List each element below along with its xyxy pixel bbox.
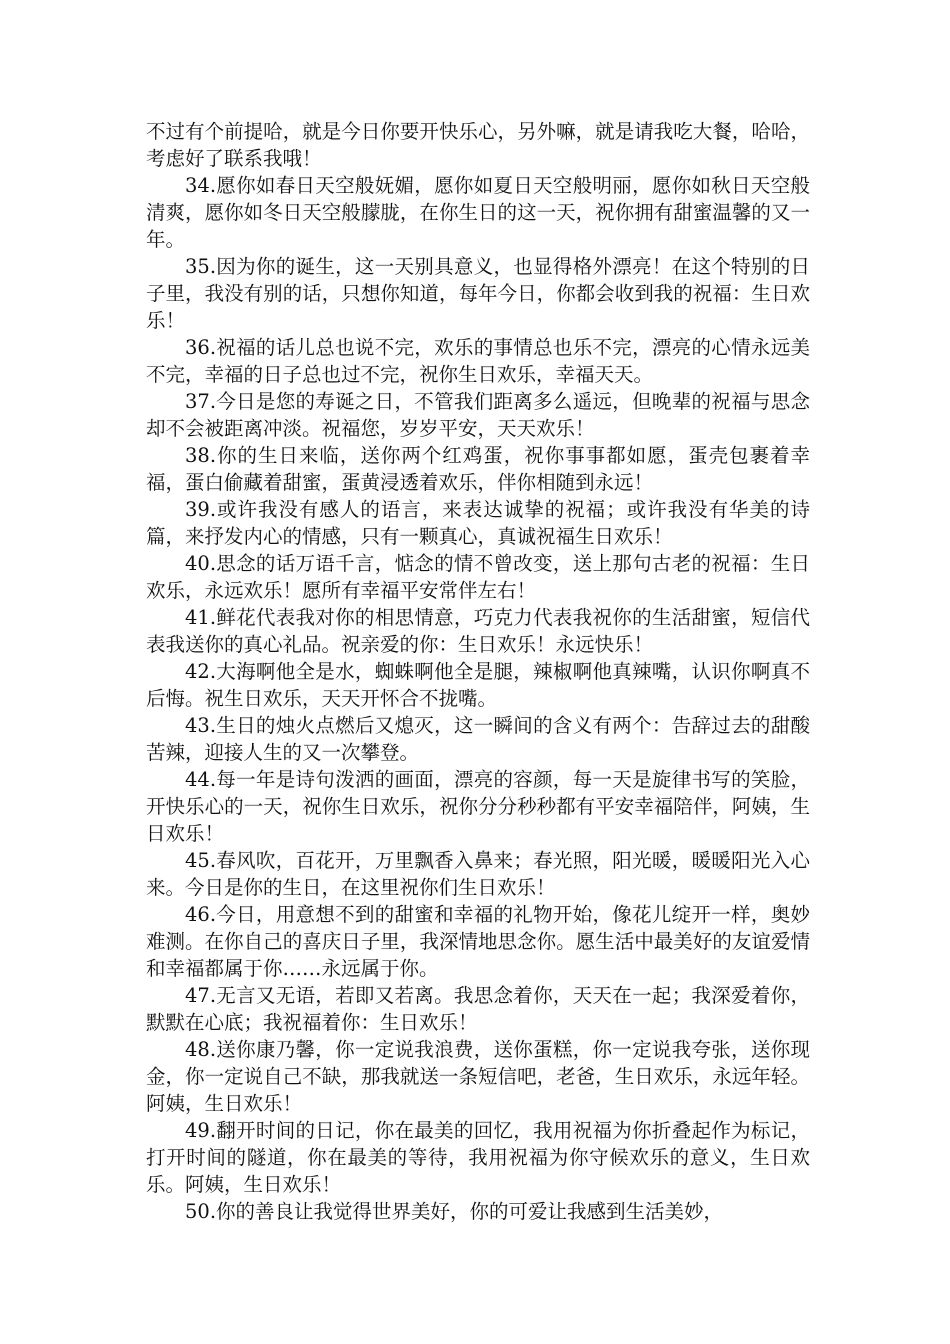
paragraph-46: 46.今日，用意想不到的甜蜜和幸福的礼物开始，像花儿绽开一样，奥妙难测。在你自己的喜庆日子里，我深情地思念你。愿生活中最美好的友谊爱情和幸福都属于你……永远属于你。 [146,903,810,980]
paragraph-36: 36.祝福的话儿总也说不完，欢乐的事情总也乐不完，漂亮的心情永远美不完，幸福的日子总也过不完，祝你生日欢乐，幸福天天。 [146,336,810,386]
paragraph-34: 34.愿你如春日天空般妩媚，愿你如夏日天空般明丽，愿你如秋日天空般清爽，愿你如冬日天空般朦胧，在你生日的这一天，祝你拥有甜蜜温馨的又一年。 [146,174,810,251]
paragraph-continuation: 不过有个前提哈，就是今日你要开快乐心，另外嘛，就是请我吃大餐，哈哈，考虑好了联系我哦！ [146,120,810,170]
paragraph-35: 35.因为你的诞生，这一天别具意义，也显得格外漂亮！在这个特别的日子里，我没有别的话，只想你知道，每年今日，你都会收到我的祝福：生日欢乐！ [146,255,810,332]
paragraph-42: 42.大海啊他全是水，蜘蛛啊他全是腿，辣椒啊他真辣嘴，认识你啊真不后悔。祝生日欢乐，天天开怀合不拢嘴。 [146,660,810,710]
paragraph-41: 41.鲜花代表我对你的相思情意，巧克力代表我祝你的生活甜蜜，短信代表我送你的真心礼品。祝亲爱的你：生日欢乐！永远快乐！ [146,606,810,656]
paragraph-45: 45.春风吹，百花开，万里飘香入鼻来；春光照，阳光暖，暖暖阳光入心来。今日是你的生日，在这里祝你们生日欢乐！ [146,849,810,899]
paragraph-49: 49.翻开时间的日记，你在最美的回忆，我用祝福为你折叠起作为标记，打开时间的隧道，你在最美的等待，我用祝福为你守候欢乐的意义，生日欢乐。阿姨，生日欢乐！ [146,1119,810,1196]
paragraph-47: 47.无言又无语，若即又若离。我思念着你，天天在一起；我深爱着你，默默在心底；我祝福着你：生日欢乐！ [146,984,810,1034]
paragraph-48: 48.送你康乃馨，你一定说我浪费，送你蛋糕，你一定说我夸张，送你现金，你一定说自己不缺，那我就送一条短信吧，老爸，生日欢乐，永远年轻。阿姨，生日欢乐！ [146,1038,810,1115]
paragraph-38: 38.你的生日来临，送你两个红鸡蛋，祝你事事都如愿，蛋壳包裹着幸福，蛋白偷藏着甜蜜，蛋黄浸透着欢乐，伴你相随到永远！ [146,444,810,494]
paragraph-37: 37.今日是您的寿诞之日，不管我们距离多么遥远，但晚辈的祝福与思念却不会被距离冲淡。祝福您，岁岁平安，天天欢乐！ [146,390,810,440]
paragraph-39: 39.或许我没有感人的语言，来表达诚挚的祝福；或许我没有华美的诗篇，来抒发内心的情感，只有一颗真心，真诚祝福生日欢乐！ [146,498,810,548]
paragraph-50: 50.你的善良让我觉得世界美好，你的可爱让我感到生活美妙， [185,1200,724,1223]
document-body [146,118,810,1225]
paragraph-43: 43.生日的烛火点燃后又熄灭，这一瞬间的含义有两个：告辞过去的甜酸苦辣，迎接人生的又一次攀登。 [146,714,810,764]
paragraph-40: 40.思念的话万语千言，惦念的情不曾改变，送上那句古老的祝福：生日欢乐，永远欢乐！愿所有幸福平安常伴左右！ [146,552,810,602]
paragraph-44: 44.每一年是诗句泼洒的画面，漂亮的容颜，每一天是旋律书写的笑脸，开快乐心的一天，祝你生日欢乐，祝你分分秒秒都有平安幸福陪伴，阿姨，生日欢乐！ [146,768,810,845]
